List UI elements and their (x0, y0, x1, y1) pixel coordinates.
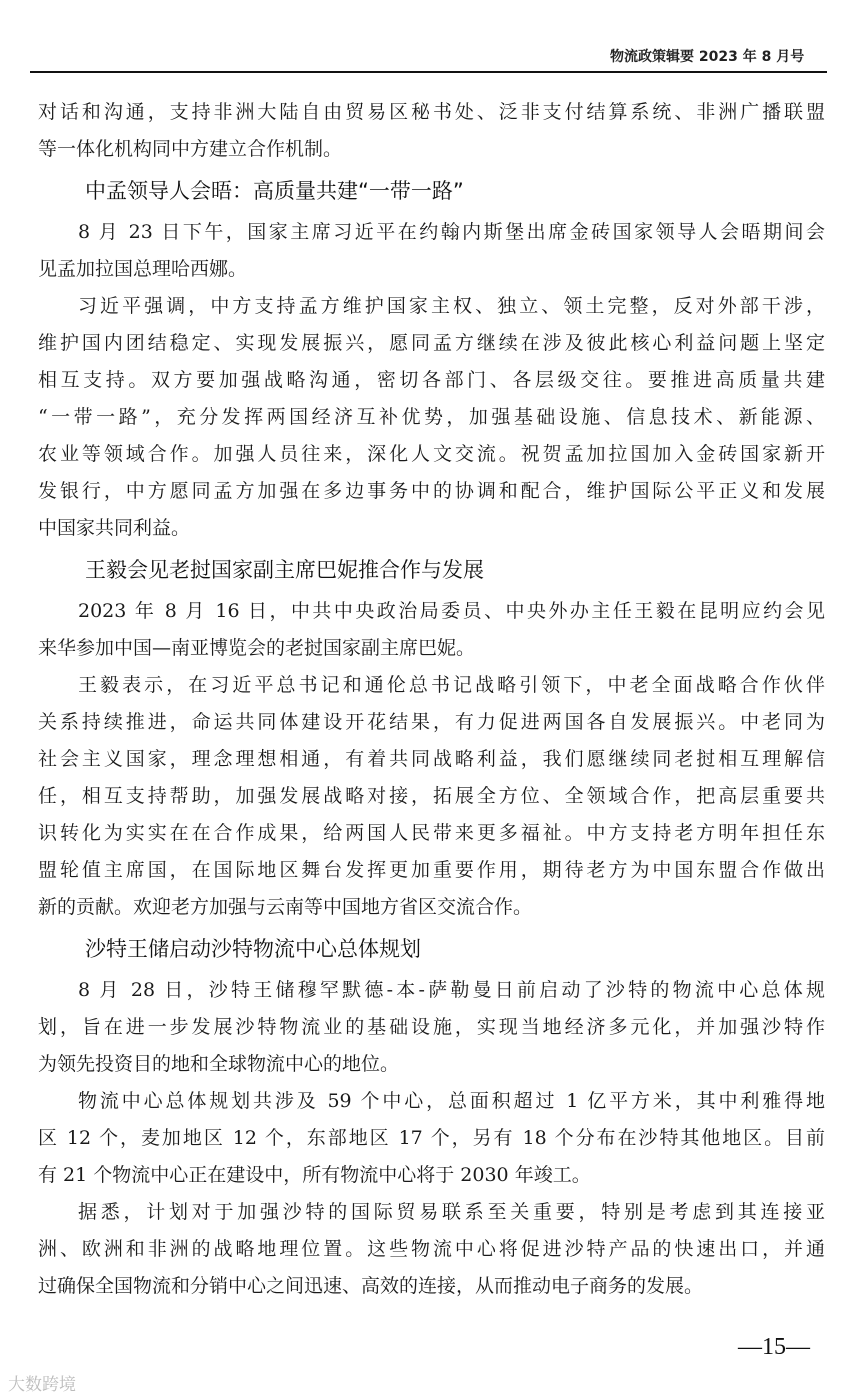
text-line: 8 月 23 日下午，国家主席习近平在约翰内斯堡出席金砖国家领导人会晤期间会 (78, 221, 825, 243)
text-line: 过确保全国物流和分销中心之间迅速、高效的连接，从而推动电子商务的发展。 (38, 1275, 704, 1297)
text-line: 为领先投资目的地和全球物流中心的地位。 (38, 1053, 400, 1075)
paragraph (38, 1194, 825, 1305)
watermark-logo: 大数跨境 (8, 1375, 76, 1395)
text-line: 2023 年 8 月 16 日，中共中央政治局委员、中央外办主任王毅在昆明应约会见 (78, 600, 825, 622)
text-line: 来华参加中国—南亚博览会的老挝国家副主席巴妮。 (38, 637, 476, 659)
running-header: 物流政策辑要 2023 年 8 月号 (610, 49, 805, 65)
paragraph (38, 214, 825, 288)
section-heading: 中孟领导人会晤：高质量共建“一带一路” (85, 179, 464, 203)
text-line: 盟轮值主席国，在国际地区舞台发挥更加重要作用，期待老方为中国东盟合作做出 (38, 859, 825, 881)
text-line: 任，相互支持帮助，加强发展战略对接，拓展全方位、全领域合作，把高层重要共 (38, 785, 825, 807)
text-line: 对话和沟通，支持非洲大陆自由贸易区秘书处、泛非支付结算系统、非洲广播联盟 (38, 101, 825, 123)
text-line: 物流中心总体规划共涉及 59 个中心，总面积超过 1 亿平方米，其中利雅得地 (78, 1090, 825, 1112)
text-line: 新的贡献。欢迎老方加强与云南等中国地方省区交流合作。 (38, 896, 533, 918)
text-line: 关系持续推进，命运共同体建设开花结果，有力促进两国各自发展振兴。中老同为 (38, 711, 825, 733)
text-line: 见孟加拉国总理哈西娜。 (38, 258, 248, 280)
paragraph (38, 1083, 825, 1194)
paragraph (38, 288, 825, 547)
text-line: 洲、欧洲和非洲的战略地理位置。这些物流中心将促进沙特产品的快速出口，并通 (38, 1238, 825, 1260)
text-line: 农业等领域合作。加强人员往来，深化人文交流。祝贺孟加拉国加入金砖国家新开 (38, 443, 825, 465)
text-line: 有 21 个物流中心正在建设中，所有物流中心将于 2030 年竣工。 (38, 1164, 591, 1186)
article-body (38, 94, 825, 1305)
paragraph (38, 667, 825, 926)
text-line: 等一体化机构同中方建立合作机制。 (38, 138, 343, 160)
text-line: 维护国内团结稳定、实现发展振兴，愿同孟方继续在涉及彼此核心利益问题上坚定 (38, 332, 825, 354)
text-line: 区 12 个，麦加地区 12 个，东部地区 17 个，另有 18 个分布在沙特其他地区。目前 (38, 1127, 825, 1149)
page-number: —15— (738, 1334, 810, 1360)
paragraph (38, 94, 825, 168)
text-line: 王毅表示，在习近平总书记和通伦总书记战略引领下，中老全面战略合作伙伴 (78, 674, 825, 696)
section-heading: 王毅会见老挝国家副主席巴妮推合作与发展 (85, 558, 484, 582)
text-line: 习近平强调，中方支持孟方维护国家主权、独立、领土完整，反对外部干涉， (78, 295, 825, 317)
text-line: “一带一路”，充分发挥两国经济互补优势，加强基础设施、信息技术、新能源、 (38, 406, 825, 428)
text-line: 社会主义国家，理念理想相通，有着共同战略利益，我们愿继续同老挝相互理解信 (38, 748, 825, 770)
paragraph (38, 972, 825, 1083)
text-line: 据悉，计划对于加强沙特的国际贸易联系至关重要，特别是考虑到其连接亚 (78, 1201, 825, 1223)
text-line: 划，旨在进一步发展沙特物流业的基础设施，实现当地经济多元化，并加强沙特作 (38, 1016, 825, 1038)
text-line: 中国家共同利益。 (38, 517, 191, 539)
text-line: 相互支持。双方要加强战略沟通，密切各部门、各层级交往。要推进高质量共建 (38, 369, 825, 391)
header-rule (30, 71, 827, 73)
paragraph (38, 593, 825, 667)
section-heading: 沙特王储启动沙特物流中心总体规划 (85, 937, 421, 961)
text-line: 8 月 28 日，沙特王储穆罕默德-本-萨勒曼日前启动了沙特的物流中心总体规 (78, 979, 825, 1001)
text-line: 发银行，中方愿同孟方加强在多边事务中的协调和配合，维护国际公平正义和发展 (38, 480, 825, 502)
text-line: 识转化为实实在在合作成果，给两国人民带来更多福祉。中方支持老方明年担任东 (38, 822, 825, 844)
